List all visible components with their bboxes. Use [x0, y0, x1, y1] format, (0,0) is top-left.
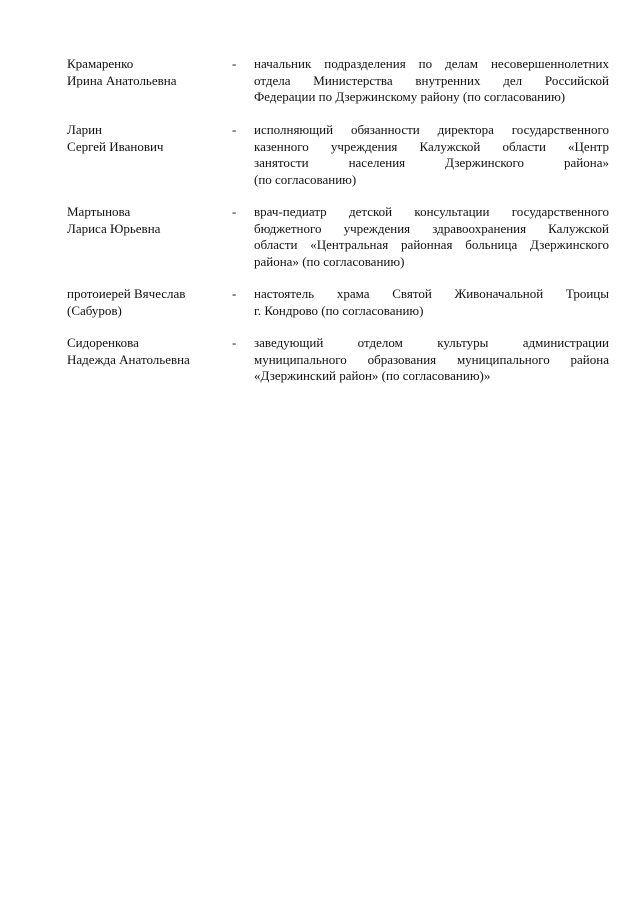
member-name — [67, 122, 227, 155]
position-line: муниципального образования муниципального района — [254, 351, 609, 367]
member-surname: Мартынова — [67, 204, 131, 219]
position-line: врач-педиатр детской консультации государственного — [254, 204, 609, 219]
position-line: настоятель храма Святой Живоначальной Троицы — [254, 286, 609, 301]
separator-dash: - — [232, 335, 237, 350]
member-surname: Ларин — [67, 122, 103, 137]
member-position — [254, 122, 609, 188]
separator-dash: - — [232, 122, 237, 137]
position-line: отдела Министерства внутренних дел Российской — [254, 72, 609, 88]
position-line: «Дзержинский район» (по согласованию)» — [254, 368, 491, 383]
member-position — [254, 204, 609, 270]
position-line: г. Кондрово (по согласованию) — [254, 302, 424, 318]
member-given-name: Ирина Анатольевна — [67, 72, 177, 88]
position-line: Федерации по Дзержинскому району (по согласованию) — [254, 89, 566, 104]
position-line: занятости населения Дзержинского района» — [254, 155, 609, 170]
member-surname: Крамаренко — [67, 56, 134, 71]
separator-dash: - — [232, 56, 237, 71]
member-surname: Сидоренкова — [67, 335, 139, 350]
member-given-name: (Сабуров) — [67, 302, 122, 318]
member-name — [67, 204, 227, 237]
position-line: исполняющий обязанности директора государственного — [254, 122, 609, 137]
member-name — [67, 56, 227, 89]
member-position — [254, 286, 609, 319]
position-line: района» (по согласованию) — [254, 253, 405, 269]
separator-dash: - — [232, 286, 237, 301]
member-position — [254, 56, 609, 106]
position-line: казенного учреждения Калужской области «Центр — [254, 138, 609, 154]
member-given-name: Надежда Анатольевна — [67, 351, 190, 367]
member-name — [67, 286, 227, 319]
separator-dash: - — [232, 204, 237, 219]
position-line: заведующий отделом культуры администрации — [254, 335, 609, 350]
member-given-name: Лариса Юрьевна — [67, 220, 161, 236]
member-given-name: Сергей Иванович — [67, 138, 164, 154]
position-line: бюджетного учреждения здравоохранения Калужской — [254, 220, 609, 236]
member-surname: протоиерей Вячеслав — [67, 286, 186, 301]
position-line: (по согласованию) — [254, 171, 357, 187]
member-position — [254, 335, 609, 385]
position-line: области «Центральная районная больница Дзержинского — [254, 237, 609, 252]
member-name — [67, 335, 227, 368]
position-line: начальник подразделения по делам несовершеннолетних — [254, 56, 609, 71]
